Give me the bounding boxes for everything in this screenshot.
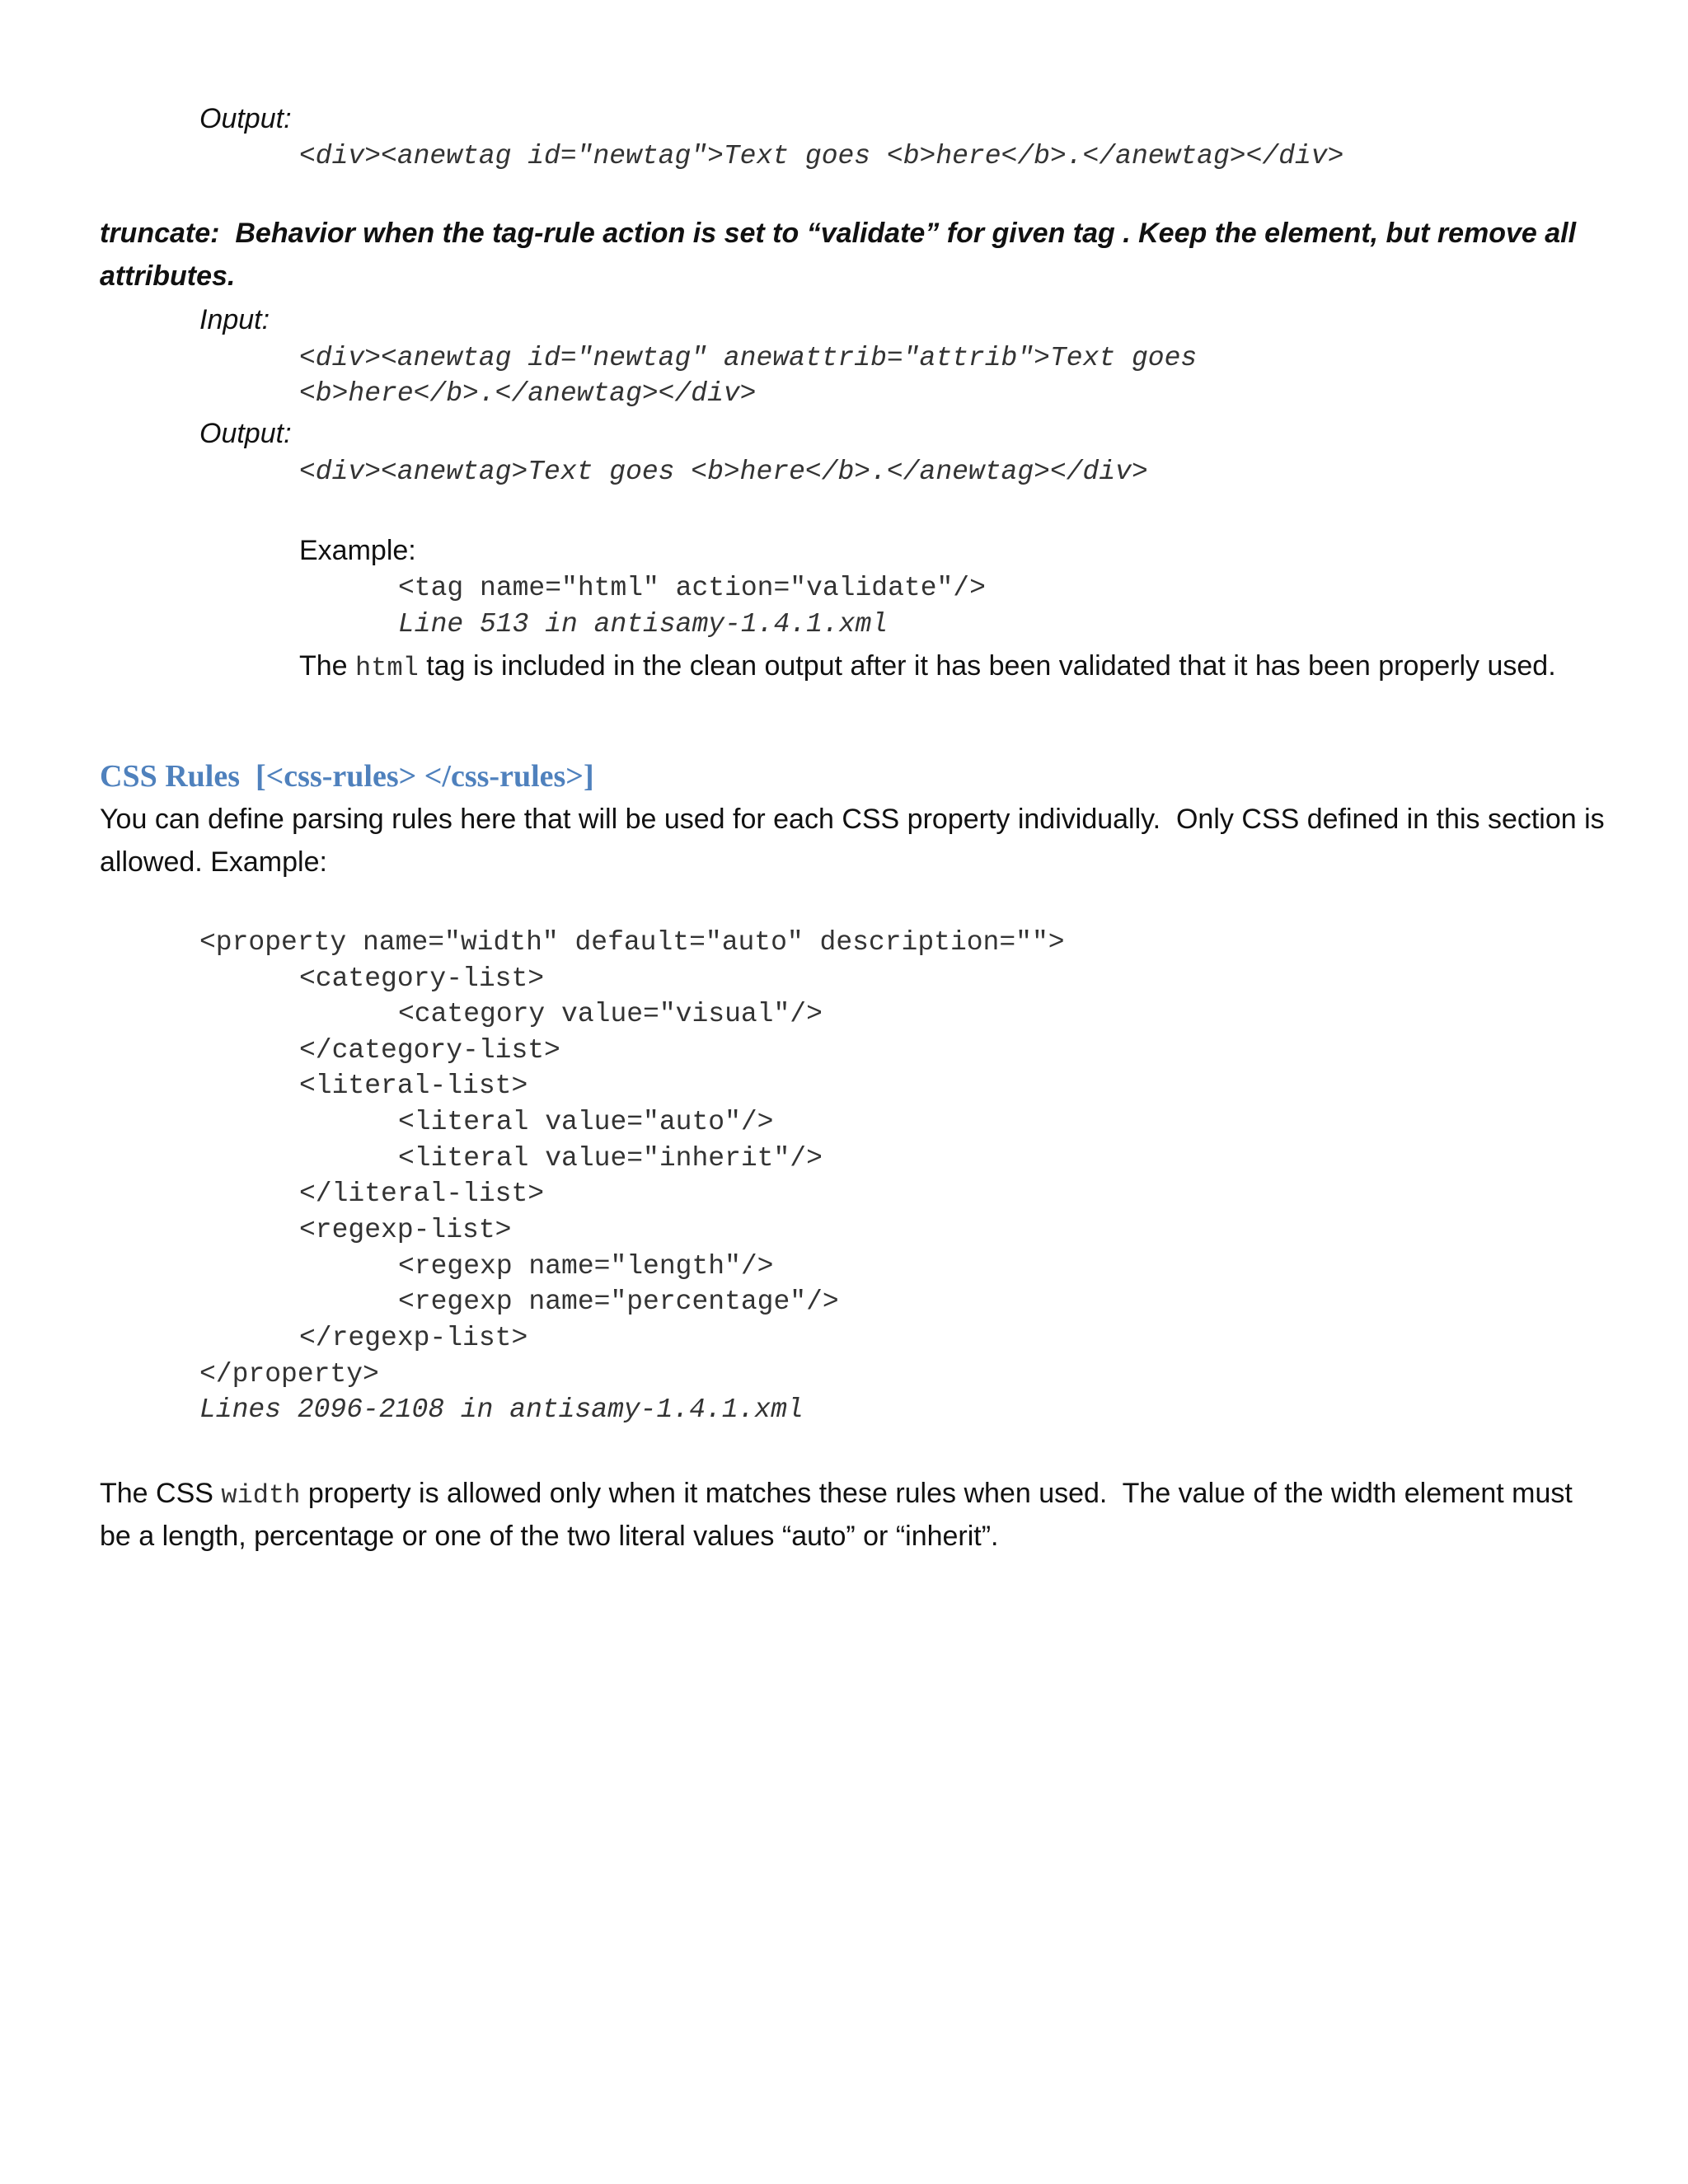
output-code: <div><anewtag id="newtag">Text goes <b>here</b>.</anewtag></div> xyxy=(299,141,1344,171)
code-line: <regexp name="percentage"/> xyxy=(398,1286,839,1317)
code-line: <literal value="inherit"/> xyxy=(398,1143,823,1174)
output-label: Output: xyxy=(199,103,292,134)
code-line: <regexp name="length"/> xyxy=(398,1251,774,1282)
code-line: </property> xyxy=(199,1359,379,1390)
conclusion-inline-code: width xyxy=(221,1480,301,1511)
truncate-output-label: Output: xyxy=(199,418,292,449)
example-label: Example: xyxy=(299,535,416,566)
note-prefix: The xyxy=(299,650,356,682)
code-line: </category-list> xyxy=(299,1035,560,1066)
conclusion-line-1 xyxy=(100,1472,1573,1517)
note-inline-code: html xyxy=(355,653,419,683)
example-note xyxy=(299,644,1556,690)
code-line: <literal-list> xyxy=(299,1071,528,1101)
code-line: <property name="width" default="auto" description=""> xyxy=(199,927,1065,958)
conclusion-prefix: The CSS xyxy=(100,1478,222,1509)
code-line: </literal-list> xyxy=(299,1179,545,1209)
code-line: <category value="visual"/> xyxy=(398,999,823,1029)
css-rules-intro-line-1: You can define parsing rules here that will be used for each CSS property individually. Only CSS defined in this section is xyxy=(100,804,1605,835)
code-line: <regexp-list> xyxy=(299,1215,512,1245)
code-line: <category-list> xyxy=(299,963,545,994)
example-reference: Line 513 in antisamy-1.4.1.xml xyxy=(398,609,889,640)
code-line: </regexp-list> xyxy=(299,1323,528,1353)
truncate-heading-line-2: attributes. xyxy=(100,260,236,292)
truncate-heading-line-1: truncate: Behavior when the tag-rule action is set to “validate” for given tag . Keep the element, but remove all xyxy=(100,218,1577,249)
conclusion-line-2: be a length, percentage or one of the two literal values “auto” or “inherit”. xyxy=(100,1521,999,1552)
input-code-line-2: <b>here</b>.</anewtag></div> xyxy=(299,378,757,409)
note-suffix: tag is included in the clean output after it has been validated that it has been properly used. xyxy=(418,650,1556,682)
truncate-output-code: <div><anewtag>Text goes <b>here</b>.</anewtag></div> xyxy=(299,457,1148,487)
example-code: <tag name="html" action="validate"/> xyxy=(398,573,986,603)
code-line: <literal value="auto"/> xyxy=(398,1107,774,1137)
conclusion-line-1-suffix: property is allowed only when it matches these rules when used. The value of the width element must xyxy=(300,1478,1573,1509)
code-reference: Lines 2096-2108 in antisamy-1.4.1.xml xyxy=(199,1394,804,1425)
css-rules-intro-line-2: allowed. Example: xyxy=(100,846,327,878)
css-rules-heading: CSS Rules [<css-rules> </css-rules>] xyxy=(100,759,594,794)
input-code-line-1: <div><anewtag id="newtag" anewattrib="attrib">Text goes xyxy=(299,343,1198,373)
input-label: Input: xyxy=(199,304,270,335)
